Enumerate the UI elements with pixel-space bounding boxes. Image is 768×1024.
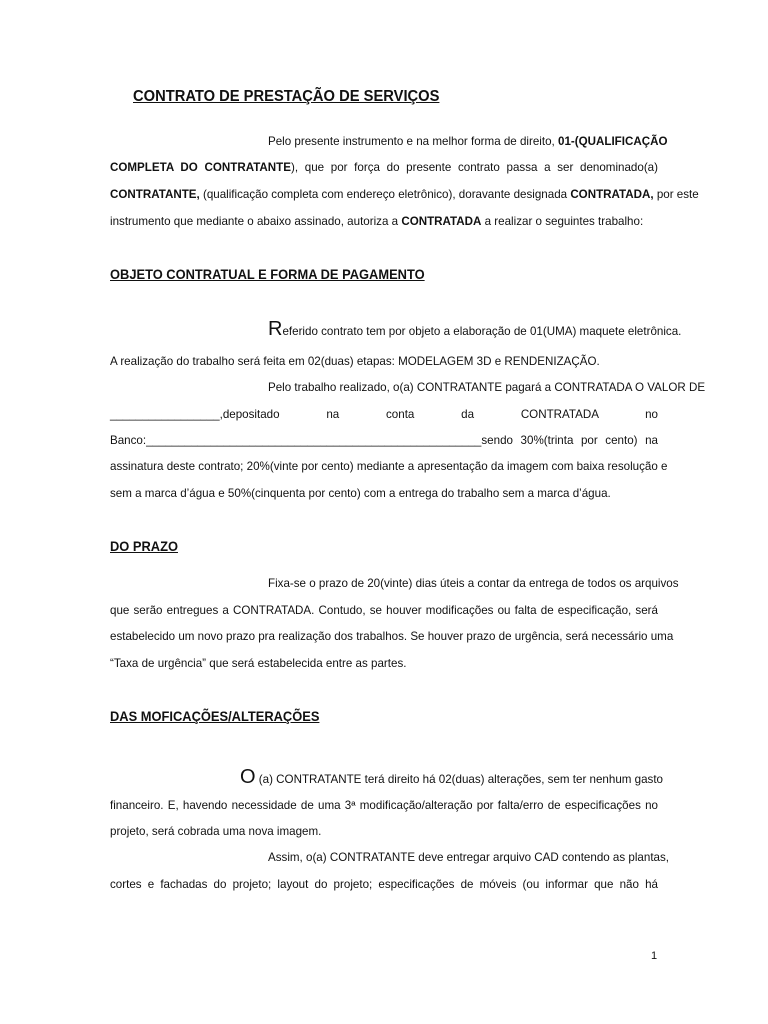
objeto-line-5: Banco:____________________________________________________sendo 30%(trinta por cento) na xyxy=(110,434,658,447)
objeto-line-1: Referido contrato tem por objeto a elaboração de 01(UMA) maquete eletrônica. xyxy=(268,318,682,340)
document-title: CONTRATO DE PRESTAÇÃO DE SERVIÇOS xyxy=(133,88,440,105)
objeto-line-2: A realização do trabalho será feita em 02(duas) etapas: MODELAGEM 3D e RENDENIZAÇÃO. xyxy=(110,355,600,368)
section-heading-objeto: OBJETO CONTRATUAL E FORMA DE PAGAMENTO xyxy=(110,266,425,282)
intro-line-3: CONTRATANTE, (qualificação completa com endereço eletrônico), doravante designada CONTRATADA, por este xyxy=(110,188,699,201)
objeto-line-3: Pelo trabalho realizado, o(a) CONTRATANTE pagará a CONTRATADA O VALOR DE xyxy=(268,381,706,394)
objeto-line-7: sem a marca d’água e 50%(cinquenta por cento) com a entrega do trabalho sem a marca d’água. xyxy=(110,487,611,500)
prazo-line-3: estabelecido um novo prazo pra realização dos trabalhos. Se houver prazo de urgência, será necessário uma xyxy=(110,630,674,643)
intro-line-4: instrumento que mediante o abaixo assinado, autoriza a CONTRATADA a realizar o seguintes trabalho: xyxy=(110,215,644,228)
modificacoes-line-5: cortes e fachadas do projeto; layout do projeto; especificações de móveis (ou informar que não há xyxy=(110,878,658,891)
objeto-line-4: _________________,depositado na conta da CONTRATADA no xyxy=(110,408,658,421)
prazo-line-4: “Taxa de urgência” que será estabelecida entre as partes. xyxy=(110,657,407,670)
section-heading-prazo: DO PRAZO xyxy=(110,538,178,554)
page-number: 1 xyxy=(651,950,658,962)
prazo-line-2: que serão entregues a CONTRATADA. Contudo, se houver modificações ou falta de especificação, será xyxy=(110,604,658,617)
modificacoes-line-3: projeto, será cobrada uma nova imagem. xyxy=(110,825,322,838)
prazo-line-1: Fixa-se o prazo de 20(vinte) dias úteis a contar da entrega de todos os arquivos xyxy=(268,577,679,590)
intro-line-1: Pelo presente instrumento e na melhor forma de direito, 01-(QUALIFICAÇÃO xyxy=(268,135,668,148)
objeto-line-6: assinatura deste contrato; 20%(vinte por cento) mediante a apresentação da imagem com baixa resolução e xyxy=(110,460,668,473)
modificacoes-line-4: Assim, o(a) CONTRATANTE deve entregar arquivo CAD contendo as plantas, xyxy=(268,851,670,864)
modificacoes-line-2: financeiro. E, havendo necessidade de uma 3ª modificação/alteração por falta/erro de especificações no xyxy=(110,799,658,812)
section-heading-modificacoes: DAS MOFICAÇÕES/ALTERAÇÕES xyxy=(110,708,320,724)
intro-line-2: COMPLETA DO CONTRATANTE), que por força do presente contrato passa a ser denominado(a) xyxy=(110,161,658,174)
modificacoes-line-1: O (a) CONTRATANTE terá direito há 02(duas) alterações, sem ter nenhum gasto xyxy=(240,766,664,788)
